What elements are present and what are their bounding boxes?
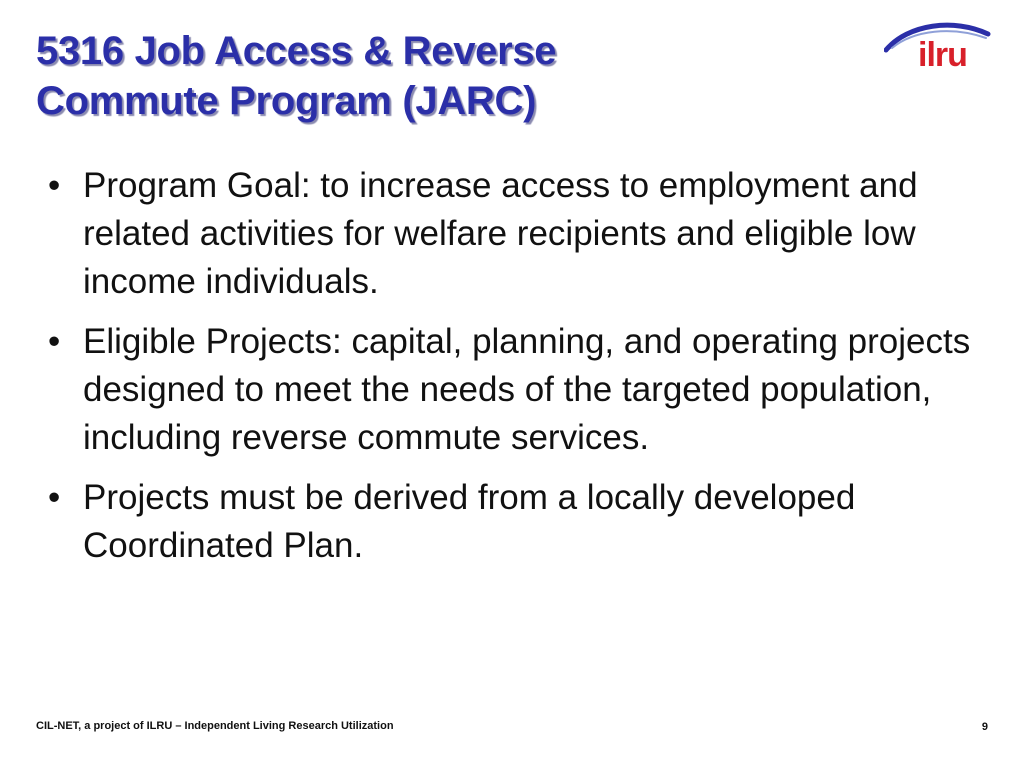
bullet-icon: • [48, 322, 61, 361]
bullet-item-coordinated-plan [48, 474, 978, 570]
ilru-logo [884, 14, 994, 74]
bullet-icon: • [48, 478, 61, 517]
ilru-logo-text: ilru [918, 36, 967, 74]
slide-title-line-2: Commute Program (JARC) [36, 79, 537, 123]
bullet-text: Projects must be derived from a locally developed Coordinated Plan. [83, 478, 856, 565]
slide-title-line-1: 5316 Job Access & Reverse [36, 29, 557, 73]
bullet-text: Program Goal: to increase access to employment and related activities for welfare recipients and eligible low income individuals. [83, 166, 918, 301]
footer-text: CIL-NET, a project of ILRU – Independent Living Research Utilization [36, 720, 394, 732]
bullet-item-eligible-projects [48, 318, 978, 462]
slide-title [36, 26, 796, 126]
bullet-item-program-goal [48, 162, 978, 306]
bullet-icon: • [48, 166, 61, 205]
bullet-text: Eligible Projects: capital, planning, and operating projects designed to meet the needs of the targeted population, including reverse commute services. [83, 322, 971, 457]
page-number: 9 [981, 721, 988, 733]
bullet-list [48, 162, 978, 582]
